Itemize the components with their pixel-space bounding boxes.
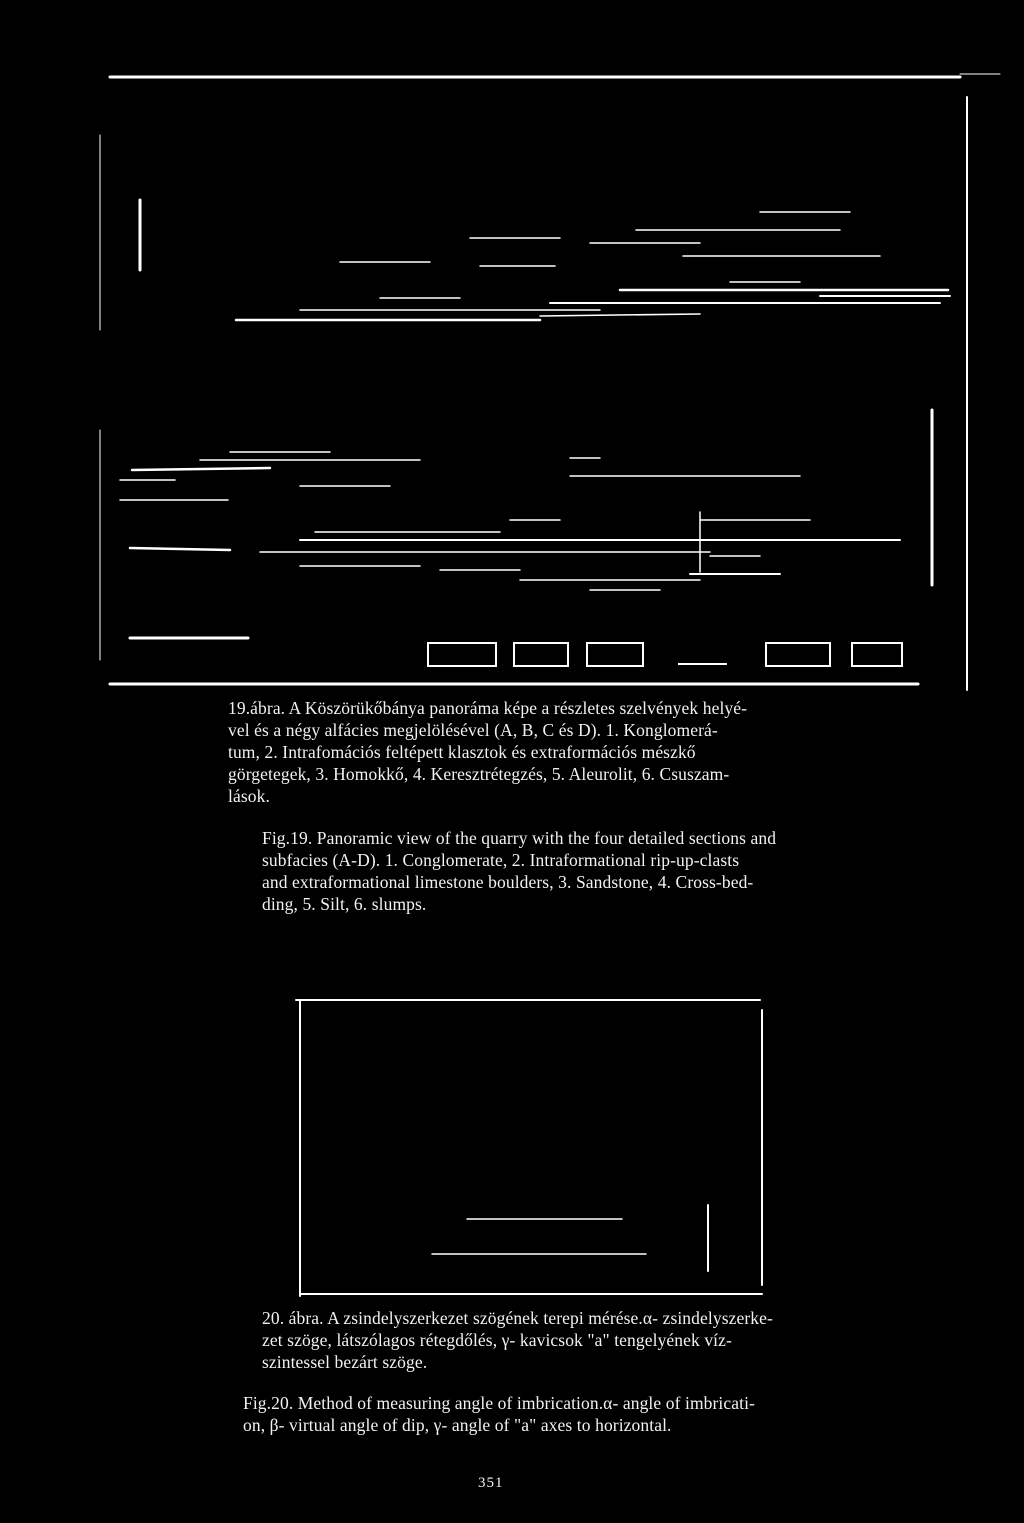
subfacies-box	[766, 643, 830, 666]
subfacies-box	[428, 643, 496, 666]
page-number: 351	[478, 1475, 504, 1491]
subfacies-box	[514, 643, 568, 666]
figure-19-caption-hungarian: 19.ábra. A Köszörükőbánya panoráma képe a részletes szelvények helyé- vel és a négy alfácies megjelölésével (A, B, C és D). 1. Konglomerá- tum, 2. Intrafomációs feltépett klasztok és extraformációs mészkő görgetegek, 3. Homokkő, 4. Keresztrétegzés, 5. Aleurolit, 6. Csuszam- lások.	[228, 698, 748, 806]
figure-20-imbrication-diagram	[0, 990, 1024, 1310]
figure-20-caption-english: Fig.20. Method of measuring angle of imbrication.α- angle of imbricati- on, β- virtual angle of dip, γ- angle of "a" axes to horizontal.	[243, 1393, 755, 1435]
subfacies-box	[587, 643, 643, 666]
figure-19-panorama	[0, 0, 1024, 700]
figure-20-caption-hungarian: 20. ábra. A zsindelyszerkezet szögének terepi mérése.α- zsindelyszerke- zet szöge, látszólagos rétegdőlés, γ- kavicsok "a" tengelyének víz- szintessel bezárt szöge.	[262, 1308, 773, 1372]
figure-19-caption-english: Fig.19. Panoramic view of the quarry with the four detailed sections and subfacies (A-D). 1. Conglomerate, 2. Intraformational rip-up-clasts and extraformational limestone boulders, 3. Sandstone, 4. Cross-bed- ding, 5. Silt, 6. slumps.	[262, 828, 777, 914]
subfacies-box	[852, 643, 902, 666]
